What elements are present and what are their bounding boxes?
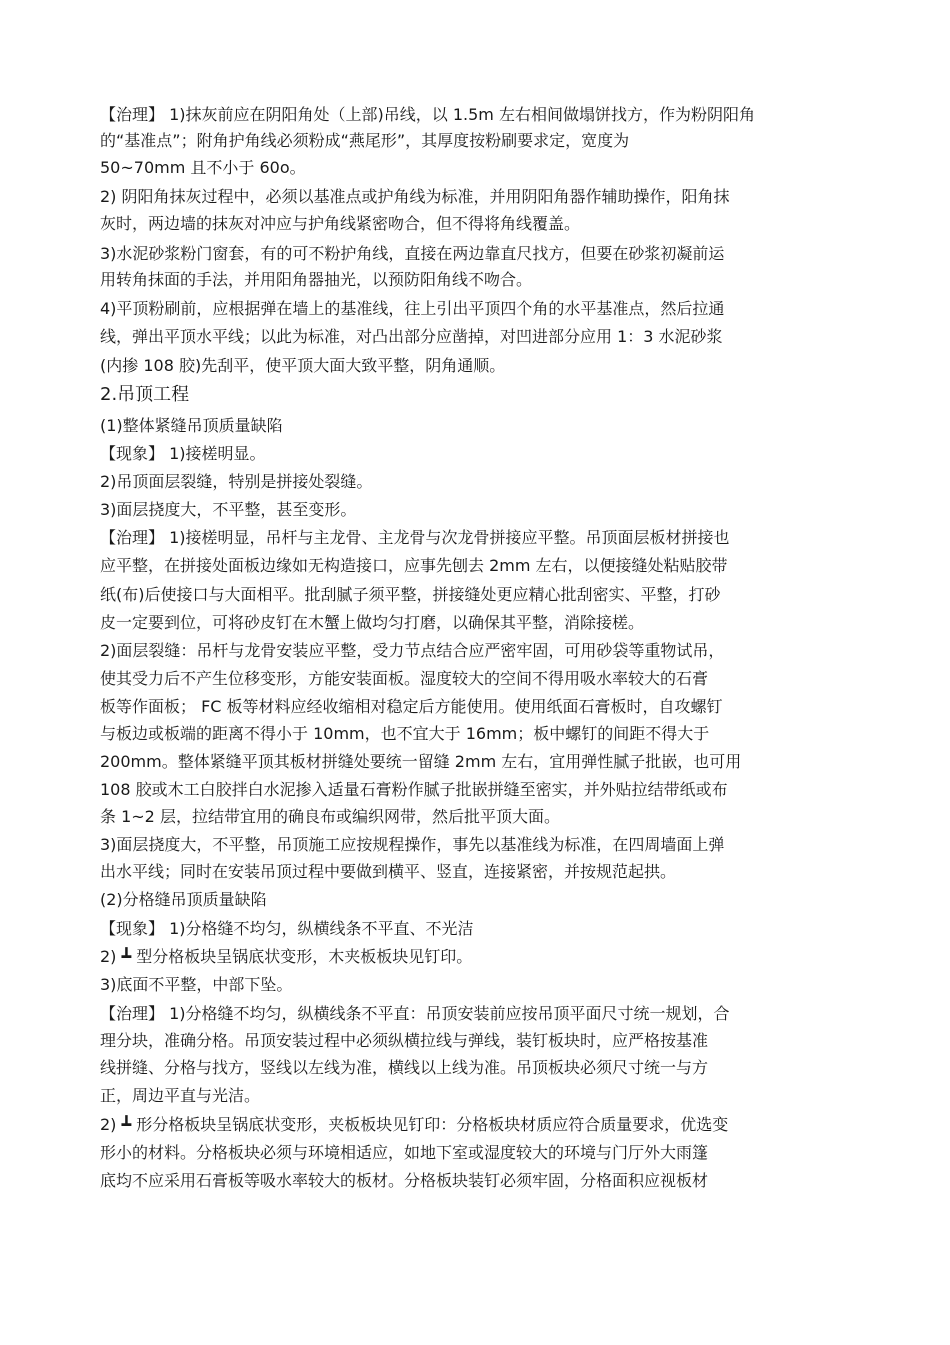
text-line: 【治理】 1)分格缝不均匀，纵横线条不平直：吊顶安装前应按吊顶平面尺寸统一规划，合 <box>100 1004 730 1023</box>
text-line: 使其受力后不产生位移变形，方能安装面板。湿度较大的空间不得用吸水率较大的石膏 <box>100 669 709 688</box>
text-line: 【现象】 1)接槎明显。 <box>100 444 266 463</box>
text-line: 【治理】 1)接槎明显，吊杆与主龙骨、主龙骨与次龙骨拼接应平整。吊顶面层板材拼接也 <box>100 528 730 547</box>
text-line: 应平整，在拼接处面板边缘如无构造接口，应事先刨去 2mm 左右，以便接缝处粘贴胶带 <box>100 556 728 575</box>
text-line: 条 1~2 层，拉结带宜用的确良布或编织网带，然后批平顶大面。 <box>100 807 560 826</box>
text-line: 【现象】 1)分格缝不均匀，纵横线条不平直、不光洁 <box>100 919 474 938</box>
text-line: 纸(布)后使接口与大面相平。批刮腻子须平整，拼接缝处更应精心批刮密实、平整，打砂 <box>100 585 721 604</box>
text-line: 2)吊顶面层裂缝，特别是拼接处裂缝。 <box>100 472 373 491</box>
text-line: 3)面层挠度大，不平整，吊顶施工应按规程操作，事先以基准线为标准，在四周墙面上弹 <box>100 835 725 854</box>
text-line: 108 胶或木工白胶拌白水泥掺入适量石膏粉作腻子批嵌拼缝至密实，并外贴拉结带纸或布 <box>100 780 728 799</box>
text-line: 理分块，准确分格。吊顶安装过程中必须纵横拉线与弹线，装钉板块时，应严格按基准 <box>100 1031 709 1050</box>
text-line: 200mm。整体紧缝平顶其板材拼缝处要统一留缝 2mm 左右，宜用弹性腻子批嵌，也可用 <box>100 752 742 771</box>
subsection-heading: (2)分格缝吊顶质量缺陷 <box>100 890 267 909</box>
text-line: 2)面层裂缝：吊杆与龙骨安装应平整，受力节点结合应严密牢固，可用砂袋等重物试吊， <box>100 641 725 660</box>
text-line: 4)平顶粉刷前，应根据弹在墙上的基准线，往上引出平顶四个角的水平基准点，然后拉通 <box>100 299 725 318</box>
text-line: 2) 阴阳角抹灰过程中，必须以基准点或护角线为标准，并用阴阳角器作辅助操作，阳角抹 <box>100 187 730 206</box>
text-line: 灰时，两边墙的抹灰对冲应与护角线紧密吻合，但不得将角线覆盖。 <box>100 214 581 233</box>
text-line: 2) ┻ 型分格板块呈锅底状变形，木夹板板块见钉印。 <box>100 947 473 966</box>
text-line: 50~70mm 且不小于 60o。 <box>100 158 306 177</box>
text-line: 正，周边平直与光洁。 <box>100 1086 261 1105</box>
text-line: 3)面层挠度大，不平整，甚至变形。 <box>100 500 357 519</box>
text-line: 皮一定要到位，可将砂皮钉在木蟹上做均匀打磨，以确保其平整，消除接槎。 <box>100 613 645 632</box>
text-line: (内掺 108 胶)先刮平，使平顶大面大致平整，阴角通顺。 <box>100 356 506 375</box>
subsection-heading: (1)整体紧缝吊顶质量缺陷 <box>100 416 283 435</box>
text-line: 【治理】 1)抹灰前应在阴阳角处（上部)吊线，以 1.5m 左右相间做塌饼找方，作为粉阴阳角 <box>100 105 755 124</box>
text-line: 形小的材料。分格板块必须与环境相适应，如地下室或湿度较大的环境与门厅外大雨篷 <box>100 1143 709 1162</box>
section-heading: 2.吊顶工程 <box>100 384 190 405</box>
text-line: 2) ┻ 形分格板块呈锅底状变形，夹板板块见钉印：分格板块材质应符合质量要求，优选变 <box>100 1115 729 1134</box>
text-line: 出水平线；同时在安装吊顶过程中要做到横平、竖直，连接紧密，并按规范起拱。 <box>100 862 677 881</box>
text-line: 板等作面板； FC 板等材料应经收缩相对稳定后方能使用。使用纸面石膏板时，自攻螺钉 <box>100 697 723 716</box>
text-line: 线拼缝、分格与找方，竖线以左线为准，横线以上线为准。吊顶板块必须尺寸统一与方 <box>100 1058 709 1077</box>
text-line: 的“基准点”；附角护角线必须粉成“燕尾形”，其厚度按粉刷要求定，宽度为 <box>100 131 630 150</box>
text-line: 3)水泥砂浆粉门窗套，有的可不粉护角线，直接在两边靠直尺找方，但要在砂浆初凝前运 <box>100 244 725 263</box>
text-line: 线，弹出平顶水平线；以此为标准，对凸出部分应凿掉，对凹进部分应用 1：3 水泥砂浆 <box>100 327 723 346</box>
text-line: 底均不应采用石膏板等吸水率较大的板材。分格板块装钉必须牢固，分格面积应视板材 <box>100 1171 709 1190</box>
text-line: 3)底面不平整，中部下坠。 <box>100 975 293 994</box>
text-line: 用转角抹面的手法，并用阳角器抽光，以预防阳角线不吻合。 <box>100 270 533 289</box>
text-line: 与板边或板端的距离不得小于 10mm，也不宜大于 16mm；板中螺钉的间距不得大于 <box>100 724 710 743</box>
